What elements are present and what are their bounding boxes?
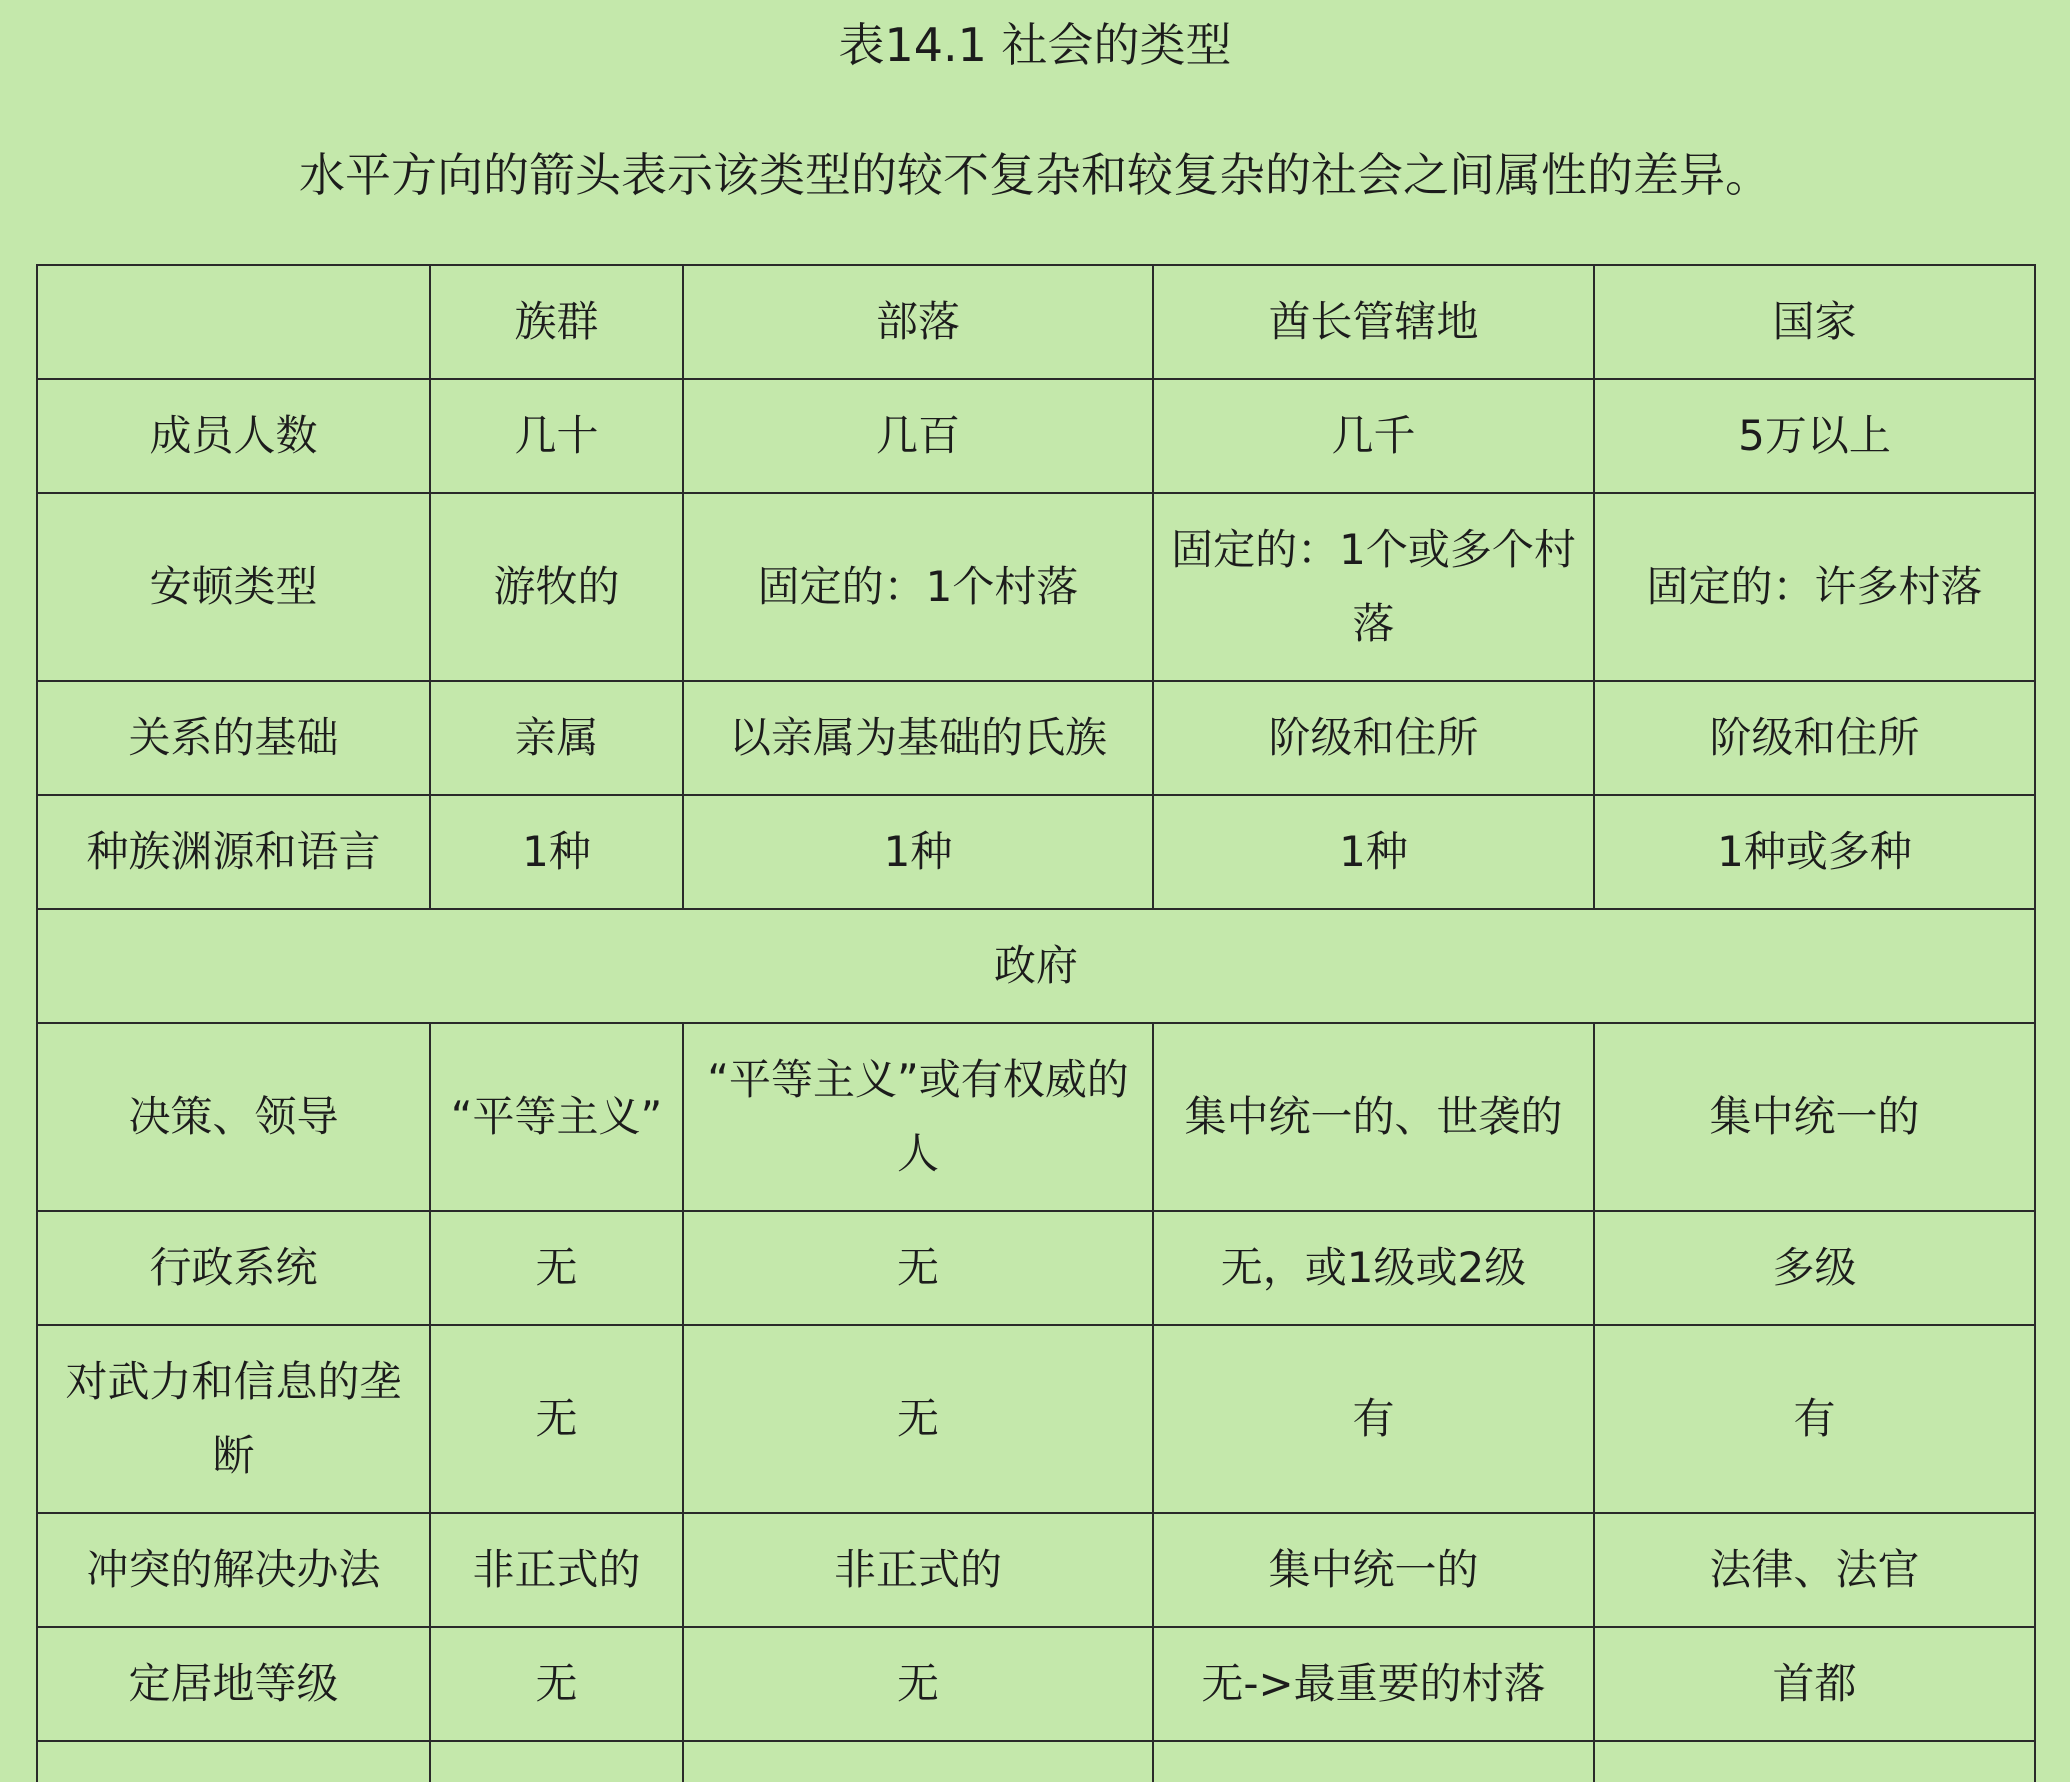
table-cell: 首都 <box>1594 1627 2035 1741</box>
row-label: 定居地等级 <box>37 1627 430 1741</box>
table-cell: 非正式的 <box>430 1513 683 1627</box>
table-cell: 几十 <box>430 379 683 493</box>
table-cell: 无 <box>683 1325 1153 1513</box>
table-row <box>37 681 2035 795</box>
table-cell: 多级 <box>1594 1211 2035 1325</box>
table-cell: 固定的：1个或多个村落 <box>1153 493 1594 681</box>
table-cell: 有 <box>1153 1325 1594 1513</box>
table-cell: 无 <box>430 1325 683 1513</box>
header-cell: 部落 <box>683 265 1153 379</box>
table-row-cut-off <box>37 1741 2035 1782</box>
table-title: 表14.1 社会的类型 <box>838 18 1232 72</box>
table-cell: 1种 <box>683 795 1153 909</box>
table-cell: 集中统一的 <box>1153 1513 1594 1627</box>
row-label: 关系的基础 <box>37 681 430 795</box>
row-label: 成员人数 <box>37 379 430 493</box>
row-label: 冲突的解决办法 <box>37 1513 430 1627</box>
table-cell: 无，或1级或2级 <box>1153 1211 1594 1325</box>
row-label: 决策、领导 <box>37 1023 430 1211</box>
table-cell: 固定的：1个村落 <box>683 493 1153 681</box>
table-cell <box>1594 1741 2035 1782</box>
table-cell: 无 <box>683 1211 1153 1325</box>
section-label: 政府 <box>37 909 2035 1023</box>
row-label: 行政系统 <box>37 1211 430 1325</box>
table-cell <box>1153 1741 1594 1782</box>
table-cell: 固定的：许多村落 <box>1594 493 2035 681</box>
table-cell: 5万以上 <box>1594 379 2035 493</box>
table-cell: 无->最重要的村落 <box>1153 1627 1594 1741</box>
table-row <box>37 379 2035 493</box>
table-cell: 法律、法官 <box>1594 1513 2035 1627</box>
table-row <box>37 795 2035 909</box>
row-label: 安顿类型 <box>37 493 430 681</box>
table-cell: 1种 <box>430 795 683 909</box>
table-cell: 无 <box>430 1627 683 1741</box>
table-cell: 非正式的 <box>683 1513 1153 1627</box>
row-label: 种族渊源和语言 <box>37 795 430 909</box>
table-row <box>37 493 2035 681</box>
table-cell: “平等主义”或有权威的人 <box>683 1023 1153 1211</box>
table-row <box>37 1325 2035 1513</box>
table-cell: “平等主义” <box>430 1023 683 1211</box>
table-cell: 以亲属为基础的氏族 <box>683 681 1153 795</box>
society-types-table <box>36 264 2036 1782</box>
table-row <box>37 1513 2035 1627</box>
header-cell: 酋长管辖地 <box>1153 265 1594 379</box>
table-caption: 水平方向的箭头表示该类型的较不复杂和较复杂的社会之间属性的差异。 <box>299 148 1771 202</box>
table-row <box>37 1023 2035 1211</box>
section-row <box>37 909 2035 1023</box>
table-cell: 1种或多种 <box>1594 795 2035 909</box>
table-cell: 几千 <box>1153 379 1594 493</box>
row-label: 对武力和信息的垄断 <box>37 1325 430 1513</box>
table-cell: 集中统一的、世袭的 <box>1153 1023 1594 1211</box>
table-cell <box>430 1741 683 1782</box>
table-row <box>37 1211 2035 1325</box>
table-row <box>37 1627 2035 1741</box>
table-cell: 亲属 <box>430 681 683 795</box>
table-header-row <box>37 265 2035 379</box>
table-cell: 阶级和住所 <box>1153 681 1594 795</box>
table-cell: 阶级和住所 <box>1594 681 2035 795</box>
table-cell: 无 <box>683 1627 1153 1741</box>
table-cell: 游牧的 <box>430 493 683 681</box>
table-cell <box>37 1741 430 1782</box>
table-cell: 集中统一的 <box>1594 1023 2035 1211</box>
table-cell: 无 <box>430 1211 683 1325</box>
header-cell <box>37 265 430 379</box>
table-cell: 1种 <box>1153 795 1594 909</box>
table-cell: 几百 <box>683 379 1153 493</box>
header-cell: 族群 <box>430 265 683 379</box>
table-cell: 有 <box>1594 1325 2035 1513</box>
table-cell <box>683 1741 1153 1782</box>
header-cell: 国家 <box>1594 265 2035 379</box>
